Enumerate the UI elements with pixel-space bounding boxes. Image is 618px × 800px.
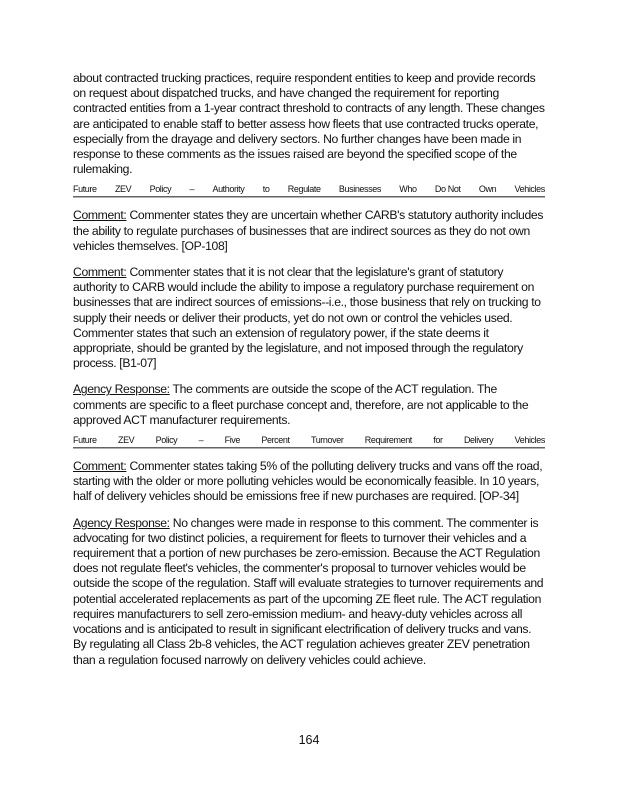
response-label: Agency Response: xyxy=(73,382,170,397)
heading-word: Delivery xyxy=(463,434,494,446)
heading-word: ZEV xyxy=(117,434,135,446)
heading-word: Regulate xyxy=(287,184,321,195)
heading-word: Requirement xyxy=(364,434,412,446)
response-text: No changes were made in response to this comment. The commenter is advocating for two distinct policies, a requirement for fleets to turnover their vehicles and a requirement that a portion of new purchases be zero-emission. Because the ACT Regulation does not regulate fleet's vehicles, the commenter's proposal to turnover vehicles would be outside the scope of the regulation. Staff will evaluate strategies to turnover requirements and potential accelerated replacements as part of the upcoming ZE fleet rule. The ACT regulation requires manufacturers to sell zero-emission medium- and heavy-duty vehicles across all vocations and is anticipated to result in significant electrification of delivery trucks and vans. By regulating all Class 2b-8 vehicles, the ACT regulation achieves greater ZEV penetration than a regulation focused narrowly on delivery vehicles could achieve. xyxy=(73,515,544,667)
comment-label: Comment: xyxy=(73,208,127,223)
heading-word: Do Not xyxy=(434,184,461,195)
heading-word: Turnover xyxy=(310,434,344,446)
heading-word: to xyxy=(262,184,270,195)
heading-word: Own xyxy=(478,184,497,195)
heading-word: Vehicles xyxy=(514,434,545,446)
heading-word: Vehicles xyxy=(514,184,545,195)
heading-word: Five xyxy=(224,434,240,446)
response-label: Agency Response: xyxy=(73,515,170,530)
page-number: 164 xyxy=(298,733,320,747)
heading-word: ZEV xyxy=(114,184,132,195)
comment-b1-07 xyxy=(73,265,545,371)
response-text: The comments are outside the scope of the ACT regulation. The comments are specific to a fleet purchase concept and, therefore, are not applicable to the approved ACT manufacturer requirements. xyxy=(73,382,529,427)
section-heading-turnover xyxy=(73,434,545,449)
comment-text: Commenter states that it is not clear that the legislature's grant of statutory authority to CARB would include the ability to impose a regulatory purchase requirement on businesses that are indirect sources of emissions--i.e., those business that rely on trucking to supply their needs or deliver their products, yet do not own or control the vehicles used. Commenter states that such an extension of regulatory power, if the state deems it appropriate, should be granted by the legislature, and not imposed through the regulatory process. [B1-07] xyxy=(73,265,541,371)
comment-label: Comment: xyxy=(73,265,127,280)
comment-op-34 xyxy=(73,459,545,505)
heading-word: Future xyxy=(73,434,97,446)
heading-word: for xyxy=(433,434,443,446)
heading-word: Policy xyxy=(149,184,172,195)
document-page xyxy=(73,71,545,668)
comment-text: Commenter states taking 5% of the polluting delivery trucks and vans off the road, starting with the older or more polluting vehicles would be economically feasible. In 10 years, half of delivery vehicles should be emissions free if new purchases are required. [OP-34] xyxy=(73,459,543,504)
heading-word: – xyxy=(198,434,204,446)
heading-word: Percent xyxy=(261,434,290,446)
agency-response-2 xyxy=(73,516,545,668)
section-heading-authority xyxy=(73,183,545,198)
comment-label: Comment: xyxy=(73,459,127,474)
heading-word: Future xyxy=(73,184,97,195)
heading-word: – xyxy=(189,184,195,195)
heading-word: Who xyxy=(399,184,417,195)
agency-response-1 xyxy=(73,382,545,428)
heading-word: Authority xyxy=(212,184,245,195)
heading-word: Policy xyxy=(155,434,178,446)
intro-paragraph: about contracted trucking practices, require respondent entities to keep and provide records on request about dispatched trucks, and have changed the requirement for reporting contracted entities from a 1-year contract threshold to contracts of any length. These changes are anticipated to enable staff to better assess how fleets that use contracted trucks operate, especially from the drayage and delivery sectors. No further changes have been made in response to these comments as the issues raised are beyond the specified scope of the rulemaking. xyxy=(73,71,545,177)
comment-op-108 xyxy=(73,208,545,254)
comment-text: Commenter states they are uncertain whether CARB's statutory authority includes the ability to regulate purchases of businesses that are indirect sources as they do not own vehicles themselves. [OP-108] xyxy=(73,208,544,253)
heading-word: Businesses xyxy=(338,184,381,195)
